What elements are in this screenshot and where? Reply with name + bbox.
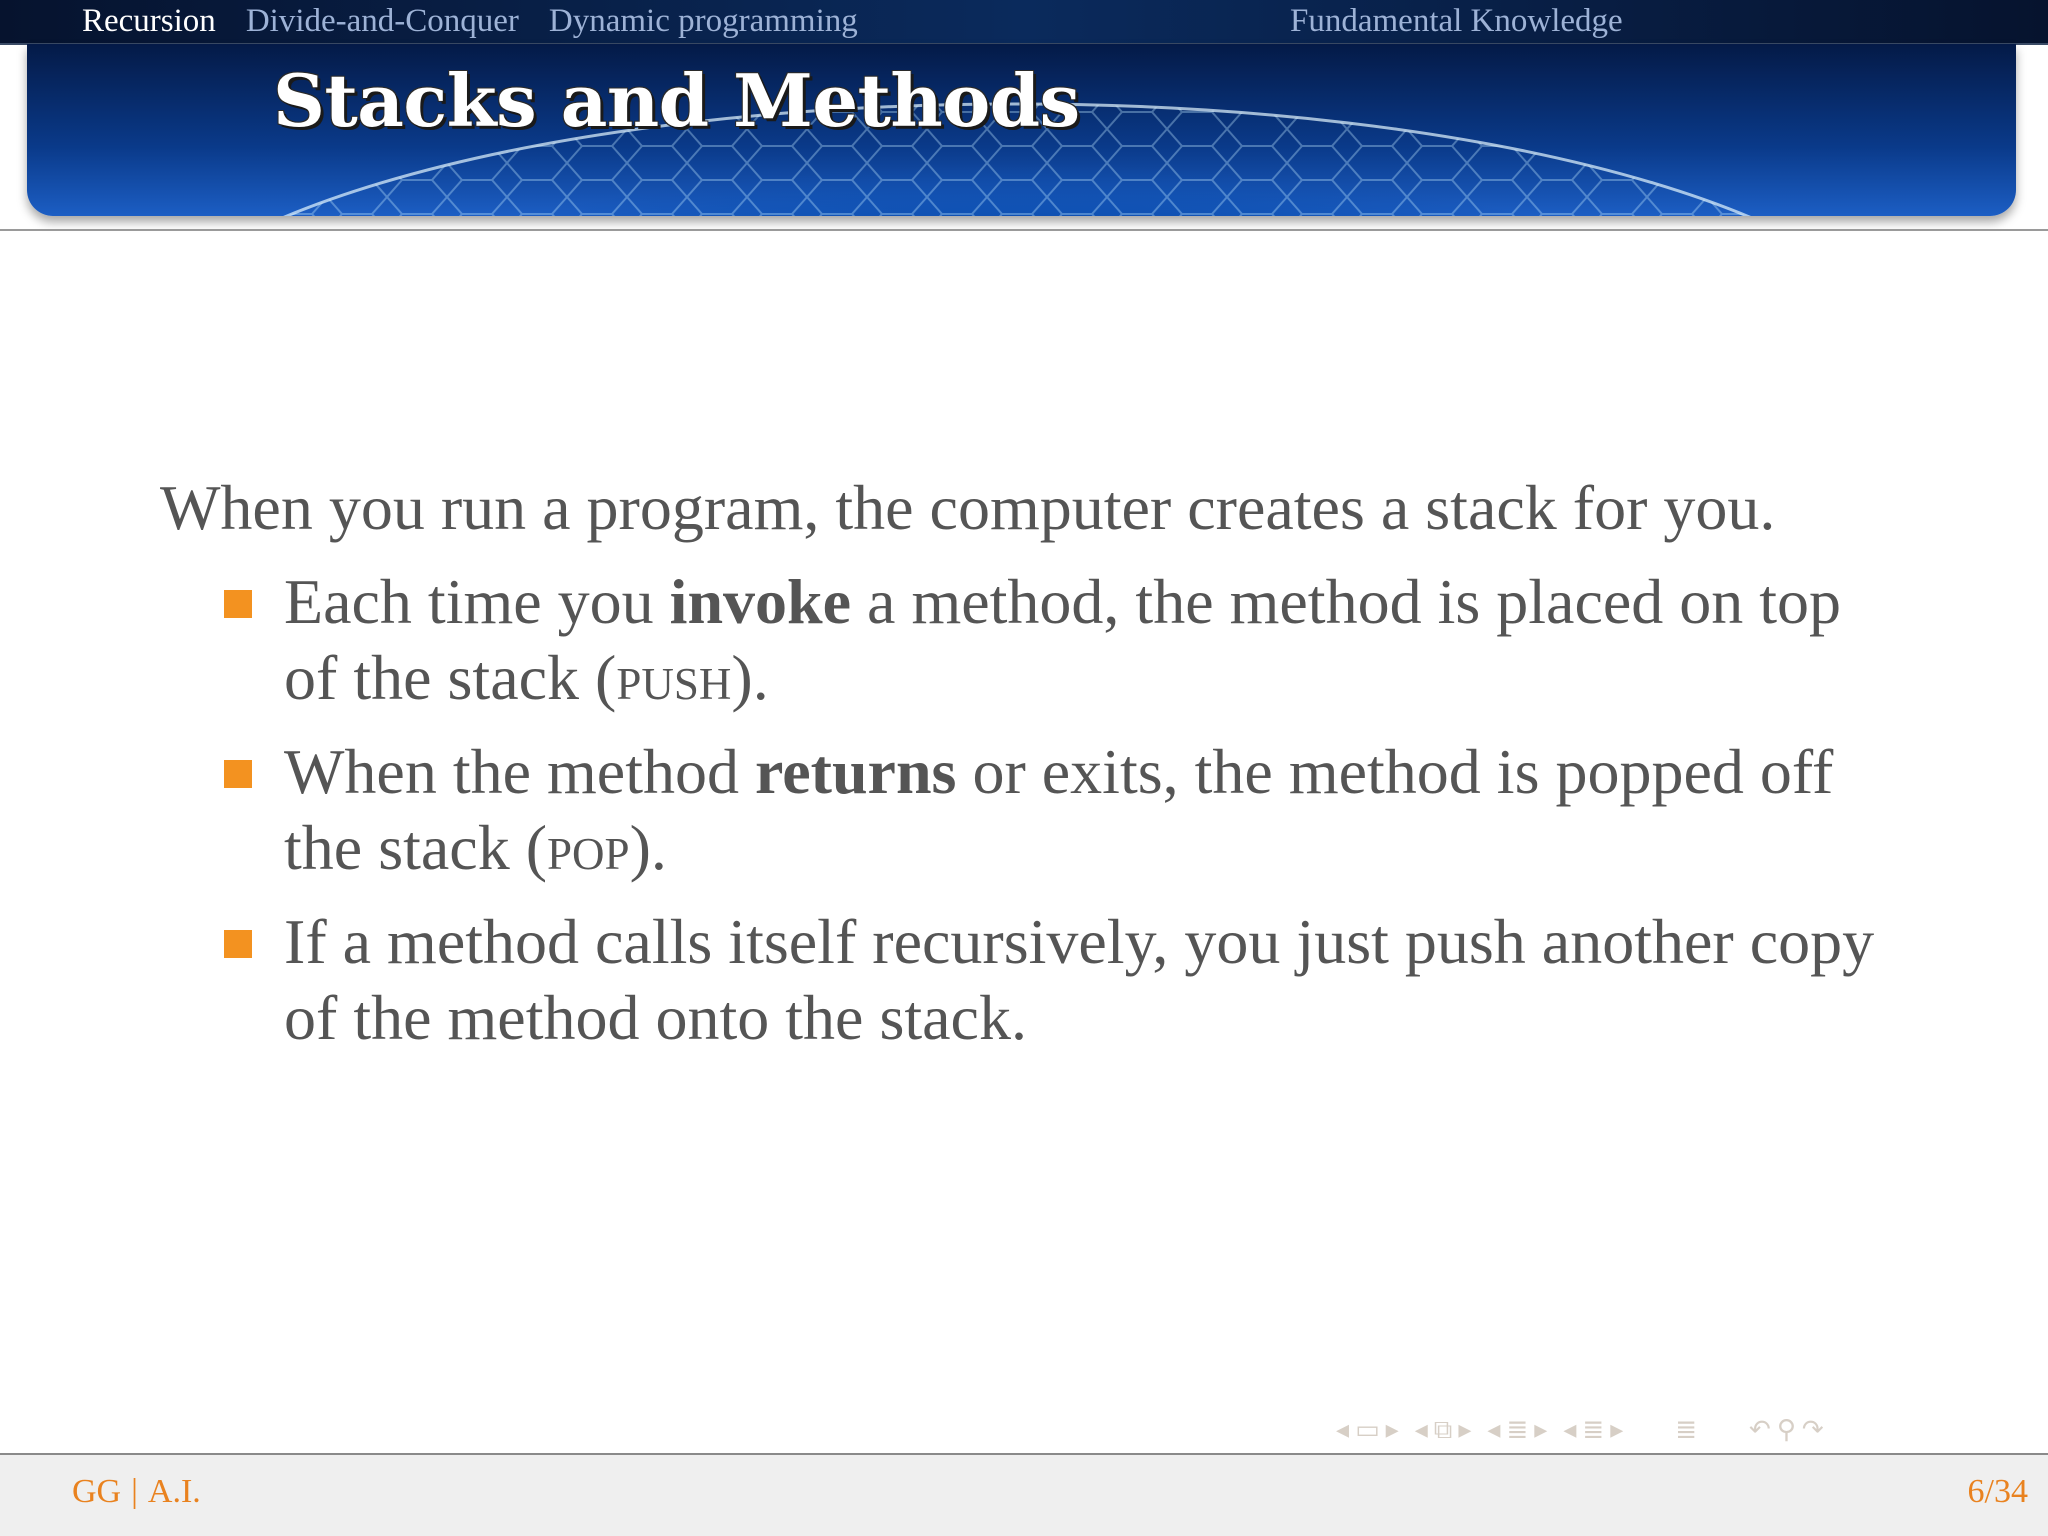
appendix-icon[interactable]: ≣: [1582, 1415, 1605, 1445]
bullet-text-start: Each time you: [284, 566, 670, 637]
bullet-text-middle: a method, the method is placed on top of the stack (: [284, 566, 1842, 713]
bullet-text-middle: or exits, the method is popped off the stack (: [284, 736, 1834, 883]
section-prev-icon[interactable]: ◂: [1487, 1415, 1501, 1445]
frame-icon[interactable]: ▭: [1355, 1415, 1380, 1445]
appendix-next-icon[interactable]: ▸: [1610, 1415, 1624, 1445]
page-total: 34: [1994, 1473, 2028, 1510]
bullet-emphasis: invoke: [669, 566, 852, 637]
navigation-symbols: [1336, 1410, 1824, 1450]
nav-subsection-fundamental-knowledge[interactable]: Fundamental Knowledge: [1290, 2, 1623, 39]
bullet-operation-name: pop: [547, 812, 630, 883]
bullet-text-start: If a method calls itself recursively, you just push another copy of the method onto the stack.: [284, 906, 1875, 1053]
section-navigation: [82, 0, 858, 42]
section-navigation-symbols: [1487, 1415, 1547, 1445]
appendix-prev-icon[interactable]: ◂: [1563, 1415, 1577, 1445]
slide-title: Stacks and Methods: [273, 58, 1080, 143]
search-icon[interactable]: ⚲: [1776, 1415, 1796, 1445]
bullet-emphasis: returns: [754, 736, 957, 807]
title-divider: [0, 229, 2048, 231]
bullet-list: [160, 564, 1900, 1056]
footer-institute: A.I.: [147, 1473, 201, 1510]
bullet-text: [284, 564, 1890, 716]
frame-navigation: [1336, 1415, 1399, 1445]
bullet-operation-name: push: [616, 642, 732, 713]
subsection-navigation: [1415, 1415, 1472, 1446]
square-bullet-icon: [224, 930, 252, 958]
bullet-text: [284, 734, 1890, 886]
list-item: [160, 734, 1890, 886]
footer-author-institute: [72, 1473, 201, 1511]
frame-next-icon[interactable]: ▸: [1385, 1415, 1399, 1445]
intro-paragraph: When you run a program, the computer creates a stack for you.: [160, 472, 1776, 543]
footer-author: GG: [72, 1473, 122, 1510]
slide-body: [160, 470, 1900, 1074]
title-banner: [27, 44, 2016, 216]
back-icon[interactable]: ↶: [1749, 1415, 1771, 1445]
page-current: 6: [1967, 1473, 1985, 1510]
subsection-next-icon[interactable]: ▸: [1458, 1415, 1472, 1445]
header-navigation-bar: [0, 0, 2048, 44]
nav-section-divide-and-conquer[interactable]: Divide-and-Conquer: [245, 2, 519, 39]
square-bullet-icon: [224, 760, 252, 788]
nav-section-dynamic-programming[interactable]: Dynamic programming: [548, 2, 858, 39]
frame-prev-icon[interactable]: ◂: [1336, 1415, 1350, 1445]
subsection-icon[interactable]: ⧉: [1433, 1414, 1453, 1445]
section-icon[interactable]: ≣: [1506, 1415, 1529, 1445]
footer-bar: [0, 1453, 2048, 1536]
bullet-text-start: When the method: [284, 736, 755, 807]
bullet-text: [284, 904, 1890, 1056]
list-item: [160, 904, 1890, 1056]
forward-icon[interactable]: ↷: [1801, 1415, 1824, 1445]
bullet-text-end: ).: [731, 642, 769, 713]
bullet-text-end: ).: [629, 812, 667, 883]
section-next-icon[interactable]: ▸: [1534, 1415, 1548, 1445]
footer-separator: |: [131, 1473, 138, 1510]
nav-section-recursion[interactable]: Recursion: [82, 2, 216, 39]
history-search-navigation: [1749, 1415, 1824, 1445]
list-item: [160, 564, 1890, 716]
subsection-prev-icon[interactable]: ◂: [1414, 1415, 1428, 1445]
square-bullet-icon: [224, 590, 252, 618]
appendix-navigation: [1563, 1415, 1623, 1445]
page-number: 6/34: [1967, 1473, 2028, 1510]
outline-icon[interactable]: ≣: [1675, 1415, 1698, 1445]
